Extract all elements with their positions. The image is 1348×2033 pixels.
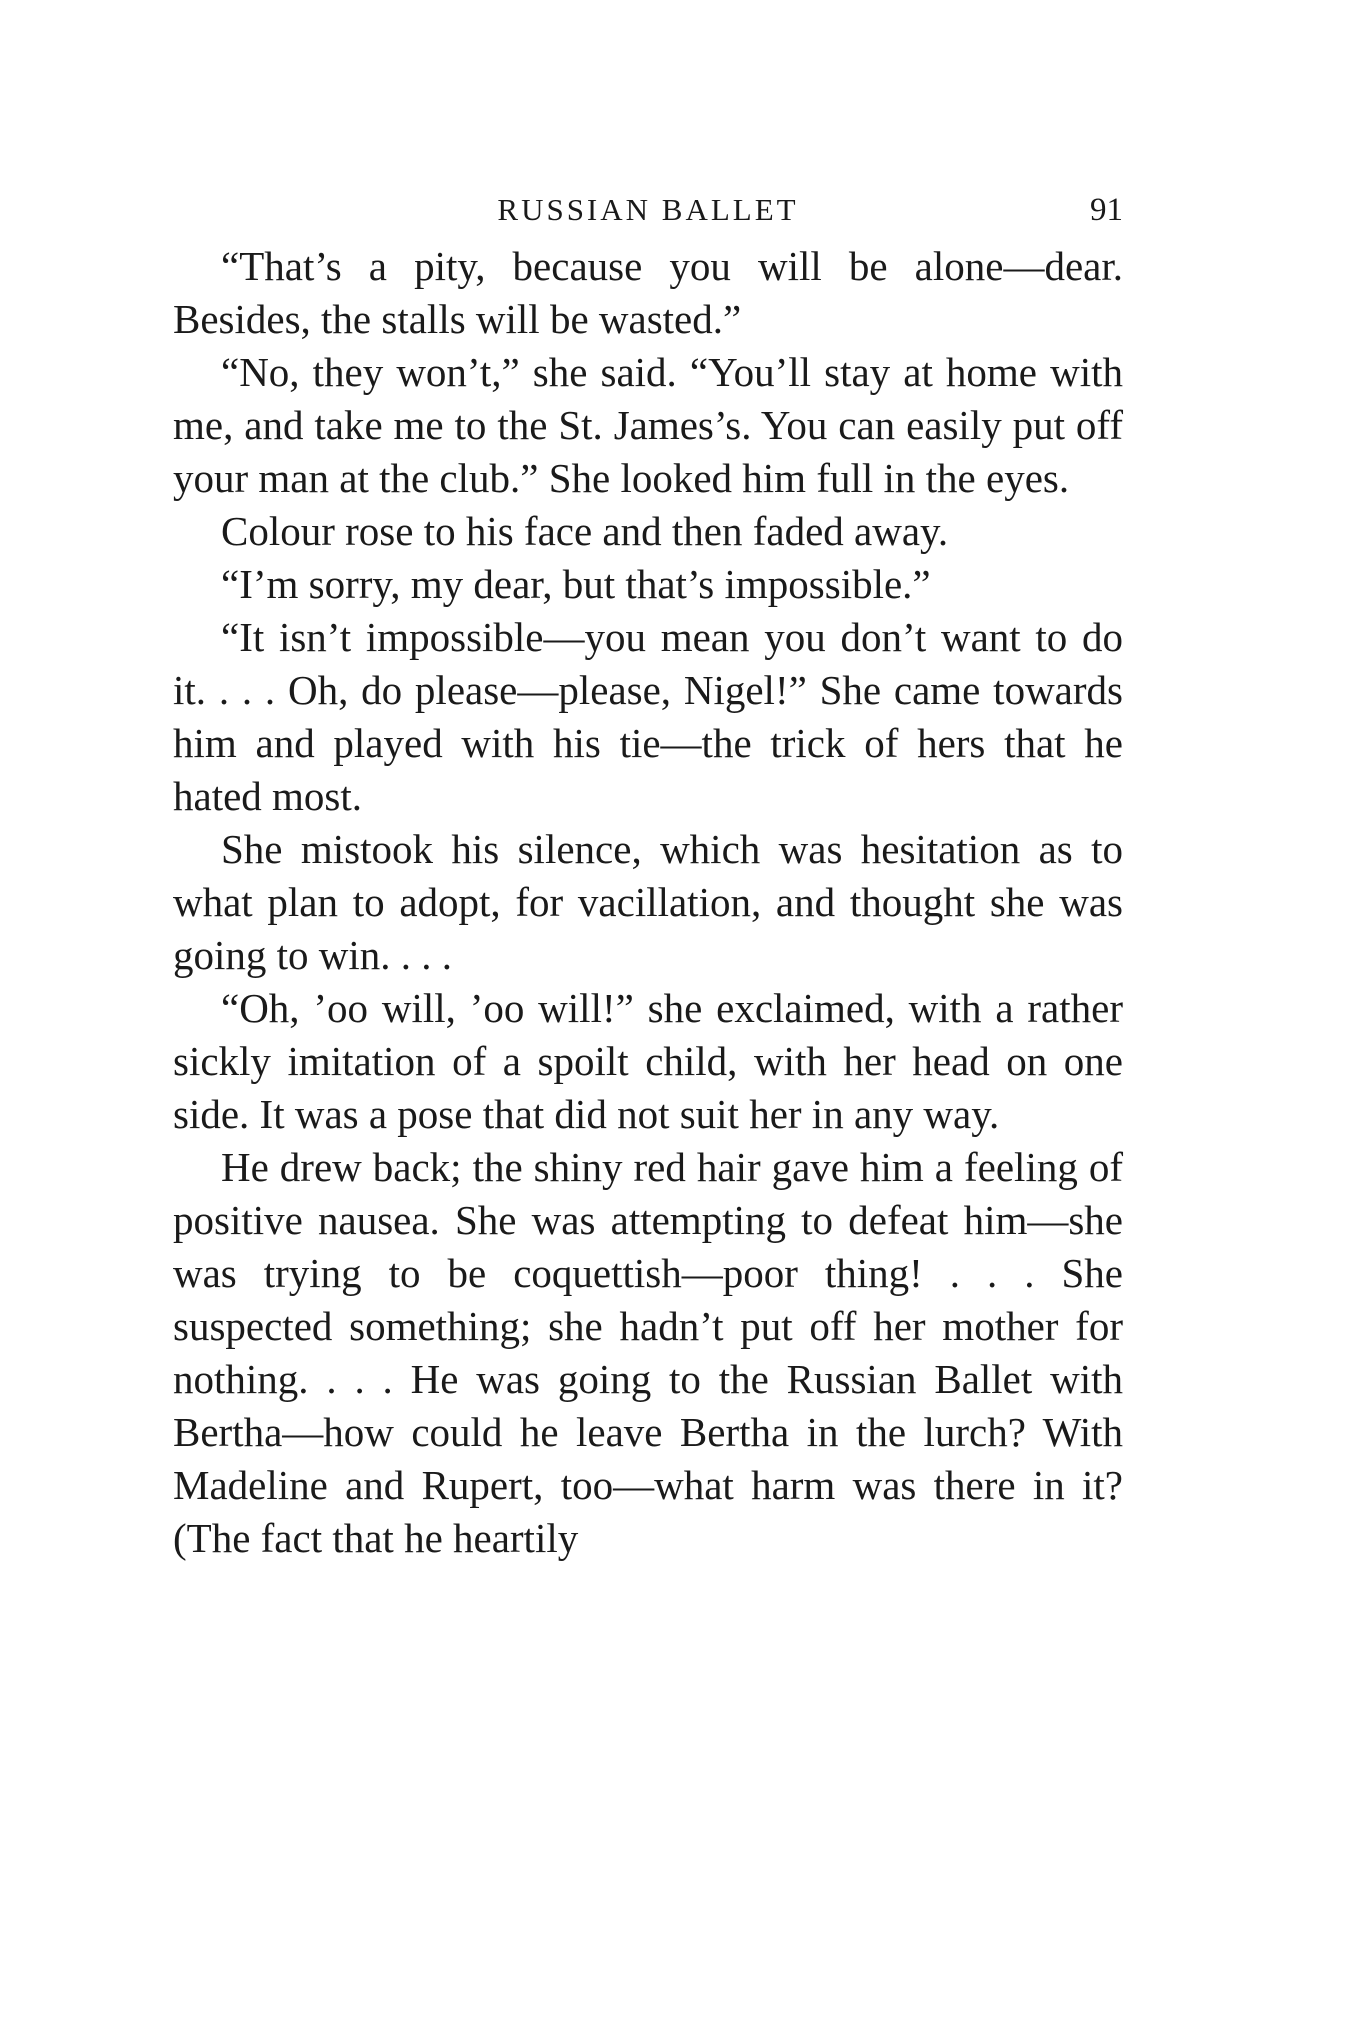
running-title: RUSSIAN BALLET xyxy=(497,192,799,227)
paragraph: He drew back; the shiny red hair gave him a feeling of positive nausea. She was attempting to defeat him—she was trying to be coquettish—poor thing! . . . She suspected something; she hadn’t put off her mother for nothing. . . . He was going to the Russian Ballet with Bertha—how could he leave Bertha in the lurch? With Madeline and Rupert, too—what harm was there in it? (The fact that he heartily xyxy=(173,1144,1123,1561)
page-number: 91 xyxy=(1090,192,1123,228)
paragraph: Colour rose to his face and then faded away. xyxy=(221,508,949,554)
paragraph: “Oh, ’oo will, ’oo will!” she exclaimed, with a rather sickly imitation of a spoilt child, with her head on one side. It was a pose that did not suit her in any way. xyxy=(173,985,1123,1137)
body-text xyxy=(173,240,1123,1565)
running-head xyxy=(173,180,1123,240)
paragraph: “No, they won’t,” she said. “You’ll stay at home with me, and take me to the St. James’s. You can easily put off your man at the club.” She looked him full in the eyes. xyxy=(173,349,1123,501)
paragraph: “I’m sorry, my dear, but that’s impossible.” xyxy=(221,561,931,607)
paragraph: “It isn’t impossible—you mean you don’t want to do it. . . . Oh, do please—please, Nigel!” She came towards him and played with his tie—the trick of hers that he hated most. xyxy=(173,614,1123,819)
paragraph: She mistook his silence, which was hesitation as to what plan to adopt, for vacillation, and thought she was going to win. . . . xyxy=(173,826,1123,978)
paragraph: “That’s a pity, because you will be alone—dear. Besides, the stalls will be wasted.” xyxy=(173,243,1123,342)
book-page xyxy=(173,180,1123,1940)
